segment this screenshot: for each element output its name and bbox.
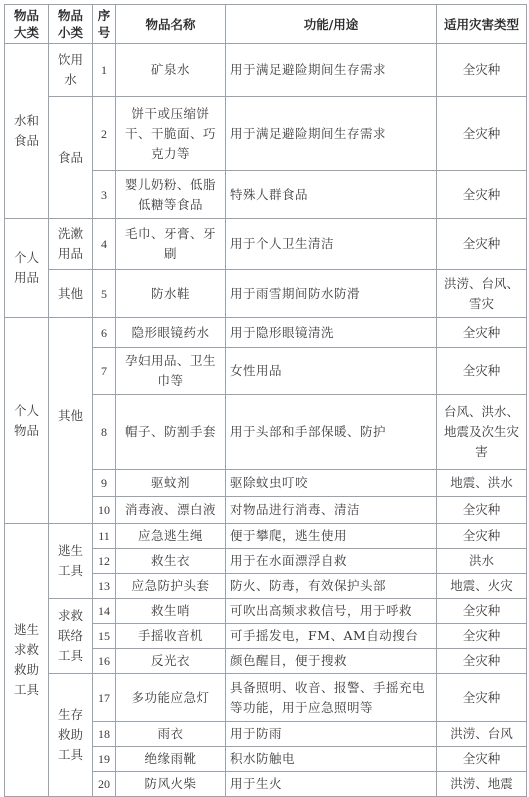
- disaster-cell: 全灾种: [437, 219, 527, 270]
- function-cell: 特殊人群食品: [226, 171, 437, 219]
- index-cell: 18: [93, 722, 116, 747]
- emergency-supplies-table: [4, 4, 527, 797]
- disaster-cell: 全灾种: [437, 348, 527, 395]
- item-name-cell: 驱蚊剂: [116, 470, 226, 497]
- disaster-cell: 全灾种: [437, 649, 527, 674]
- item-name-cell: 雨衣: [116, 722, 226, 747]
- disaster-cell: 全灾种: [437, 497, 527, 524]
- disaster-cell: 洪涝、台风: [437, 722, 527, 747]
- disaster-cell: 全灾种: [437, 624, 527, 649]
- disaster-cell: 地震、火灾: [437, 574, 527, 599]
- subcategory-cell: 洗漱用品: [49, 219, 93, 270]
- function-cell: 用于隐形眼镜清洗: [226, 318, 437, 348]
- header-subcategory: 物品小类: [49, 5, 93, 44]
- disaster-cell: 全灾种: [437, 97, 527, 171]
- item-name-cell: 帽子、防割手套: [116, 395, 226, 470]
- subcategory-cell: 其他: [49, 270, 93, 318]
- table-row: [5, 674, 527, 722]
- index-cell: 19: [93, 747, 116, 772]
- index-cell: 1: [93, 44, 116, 97]
- disaster-cell: 洪涝、地震: [437, 772, 527, 797]
- table-row: [5, 97, 527, 171]
- item-name-cell: 应急防护头套: [116, 574, 226, 599]
- index-cell: 8: [93, 395, 116, 470]
- disaster-cell: 全灾种: [437, 747, 527, 772]
- item-name-cell: 消毒液、漂白液: [116, 497, 226, 524]
- function-cell: 用于在水面漂浮自救: [226, 549, 437, 574]
- index-cell: 13: [93, 574, 116, 599]
- item-name-cell: 矿泉水: [116, 44, 226, 97]
- disaster-cell: 全灾种: [437, 44, 527, 97]
- function-cell: 驱除蚊虫叮咬: [226, 470, 437, 497]
- item-name-cell: 绝缘雨靴: [116, 747, 226, 772]
- header-item-name: 物品名称: [116, 5, 226, 44]
- disaster-cell: 全灾种: [437, 524, 527, 549]
- table-row: [5, 219, 527, 270]
- disaster-cell: 洪涝、台风、雪灾: [437, 270, 527, 318]
- function-cell: 用于满足避险期间生存需求: [226, 44, 437, 97]
- index-cell: 15: [93, 624, 116, 649]
- disaster-cell: 全灾种: [437, 674, 527, 722]
- index-cell: 9: [93, 470, 116, 497]
- index-cell: 14: [93, 599, 116, 624]
- subcategory-cell: 求救联络工具: [49, 599, 93, 674]
- item-name-cell: 手摇收音机: [116, 624, 226, 649]
- table-row: [5, 524, 527, 549]
- disaster-cell: 地震、洪水: [437, 470, 527, 497]
- index-cell: 2: [93, 97, 116, 171]
- function-cell: 用于雨雪期间防水防滑: [226, 270, 437, 318]
- index-cell: 20: [93, 772, 116, 797]
- subcategory-cell: 其他: [49, 318, 93, 524]
- item-name-cell: 毛巾、牙膏、牙刷: [116, 219, 226, 270]
- function-cell: 用于满足避险期间生存需求: [226, 97, 437, 171]
- header-function: 功能/用途: [226, 5, 437, 44]
- function-cell: 颜色醒目，便于搜救: [226, 649, 437, 674]
- item-name-cell: 饼干或压缩饼干、干脆面、巧克力等: [116, 97, 226, 171]
- disaster-cell: 全灾种: [437, 318, 527, 348]
- index-cell: 11: [93, 524, 116, 549]
- category-cell: 个人用品: [5, 219, 49, 318]
- index-cell: 17: [93, 674, 116, 722]
- index-cell: 3: [93, 171, 116, 219]
- function-cell: 用于生火: [226, 772, 437, 797]
- table-row: [5, 318, 527, 348]
- subcategory-cell: 饮用水: [49, 44, 93, 97]
- item-name-cell: 反光衣: [116, 649, 226, 674]
- subcategory-cell: 逃生工具: [49, 524, 93, 599]
- function-cell: 具备照明、收音、报警、手摇充电等功能，用于应急照明等: [226, 674, 437, 722]
- category-cell: 个人物品: [5, 318, 49, 524]
- index-cell: 5: [93, 270, 116, 318]
- function-cell: 积水防触电: [226, 747, 437, 772]
- index-cell: 6: [93, 318, 116, 348]
- item-name-cell: 救生衣: [116, 549, 226, 574]
- function-cell: 便于攀爬，逃生使用: [226, 524, 437, 549]
- item-name-cell: 防风火柴: [116, 772, 226, 797]
- category-cell: 水和食品: [5, 44, 49, 219]
- disaster-cell: 全灾种: [437, 599, 527, 624]
- disaster-cell: 全灾种: [437, 171, 527, 219]
- header-index: 序号: [93, 5, 116, 44]
- index-cell: 10: [93, 497, 116, 524]
- subcategory-cell: 食品: [49, 97, 93, 219]
- index-cell: 12: [93, 549, 116, 574]
- item-name-cell: 救生哨: [116, 599, 226, 624]
- index-cell: 7: [93, 348, 116, 395]
- table-row: [5, 270, 527, 318]
- item-name-cell: 防水鞋: [116, 270, 226, 318]
- subcategory-cell: 生存救助工具: [49, 674, 93, 797]
- index-cell: 16: [93, 649, 116, 674]
- function-cell: 用于防雨: [226, 722, 437, 747]
- item-name-cell: 婴儿奶粉、低脂低糖等食品: [116, 171, 226, 219]
- item-name-cell: 应急逃生绳: [116, 524, 226, 549]
- table-row: [5, 599, 527, 624]
- item-name-cell: 隐形眼镜药水: [116, 318, 226, 348]
- header-category: 物品大类: [5, 5, 49, 44]
- item-name-cell: 孕妇用品、卫生巾等: [116, 348, 226, 395]
- header-row: [5, 5, 527, 44]
- table-row: [5, 44, 527, 97]
- function-cell: 可手摇发电，FM、AM自动搜台: [226, 624, 437, 649]
- function-cell: 防火、防毒，有效保护头部: [226, 574, 437, 599]
- category-cell: 逃生求救救助工具: [5, 524, 49, 797]
- function-cell: 用于头部和手部保暖、防护: [226, 395, 437, 470]
- function-cell: 对物品进行消毒、清洁: [226, 497, 437, 524]
- function-cell: 可吹出高频求救信号，用于呼救: [226, 599, 437, 624]
- item-name-cell: 多功能应急灯: [116, 674, 226, 722]
- header-disaster-type: 适用灾害类型: [437, 5, 527, 44]
- function-cell: 女性用品: [226, 348, 437, 395]
- disaster-cell: 台风、洪水、地震及次生灾害: [437, 395, 527, 470]
- index-cell: 4: [93, 219, 116, 270]
- function-cell: 用于个人卫生清洁: [226, 219, 437, 270]
- disaster-cell: 洪水: [437, 549, 527, 574]
